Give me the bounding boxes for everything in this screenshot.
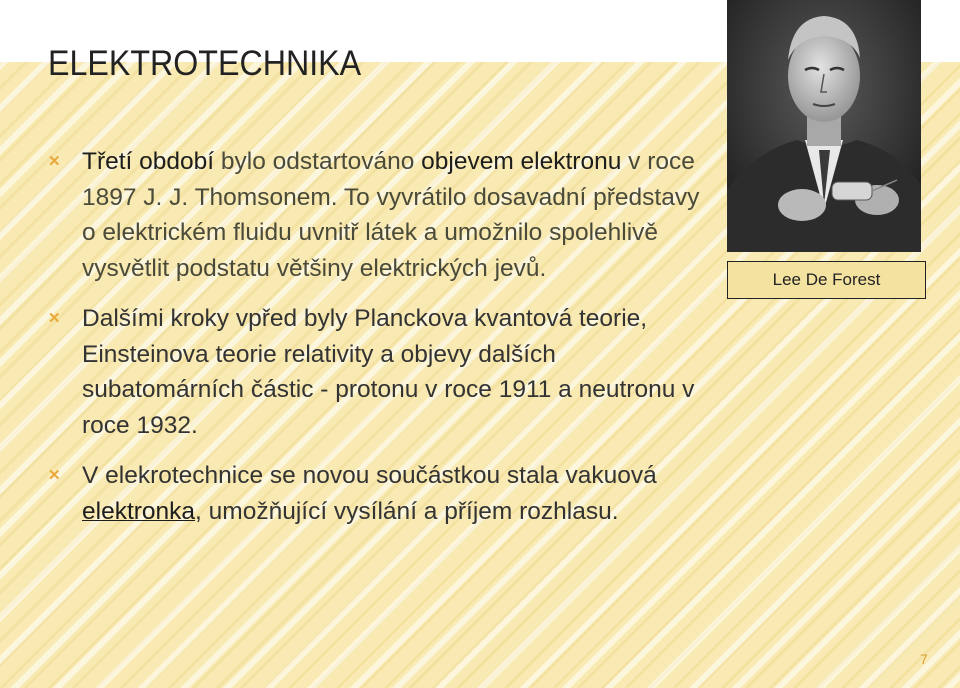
bullet-text-segment: bylo odstartováno	[214, 148, 422, 175]
x-mark-icon: ✕	[48, 467, 61, 484]
portrait-caption: Lee De Forest	[727, 261, 926, 299]
portrait-photo	[727, 0, 921, 252]
bullet-text-segment: Třetí období	[82, 148, 215, 175]
portrait-vacuum-tube	[832, 182, 872, 200]
bullet-text-segment: objevem elektronu	[421, 148, 622, 175]
bullet-text	[82, 462, 657, 525]
x-mark-icon: ✕	[48, 310, 61, 327]
bullet-list	[48, 144, 708, 544]
bullet-text-segment: v roce 1897 J. J. Thomsonem. To vyvrátilo dosavadní představy o elektrickém fluidu uvnitř látek a umožnilo spolehlivě vysvětlit podstatu většiny elektrických jevů.	[82, 148, 700, 282]
portrait-hand-left	[778, 189, 826, 221]
bullet-item	[48, 458, 708, 529]
bullet-text	[82, 305, 694, 439]
bullet-item	[48, 301, 708, 443]
slide-title: ELEKTROTECHNIKA	[48, 44, 362, 83]
x-mark-icon: ✕	[48, 153, 61, 170]
bullet-text-segment: , umožňující vysílání a příjem rozhlasu.	[195, 497, 619, 525]
bullet-text	[82, 148, 699, 282]
page-number: 7	[920, 651, 928, 667]
bullet-text-segment: V elekrotechnice se novou součástkou stala vakuová	[82, 462, 657, 489]
bullet-text-segment: Dalšími kroky vpřed byly Planckova kvantová teorie, Einsteinova teorie relativity a objevy dalších subatomárních částic - protonu v roce 1911 a neutronu v roce 1932.	[82, 305, 695, 439]
bullet-item	[48, 144, 708, 286]
bullet-text-segment: elektronka	[82, 497, 196, 525]
portrait-illustration	[727, 0, 921, 252]
